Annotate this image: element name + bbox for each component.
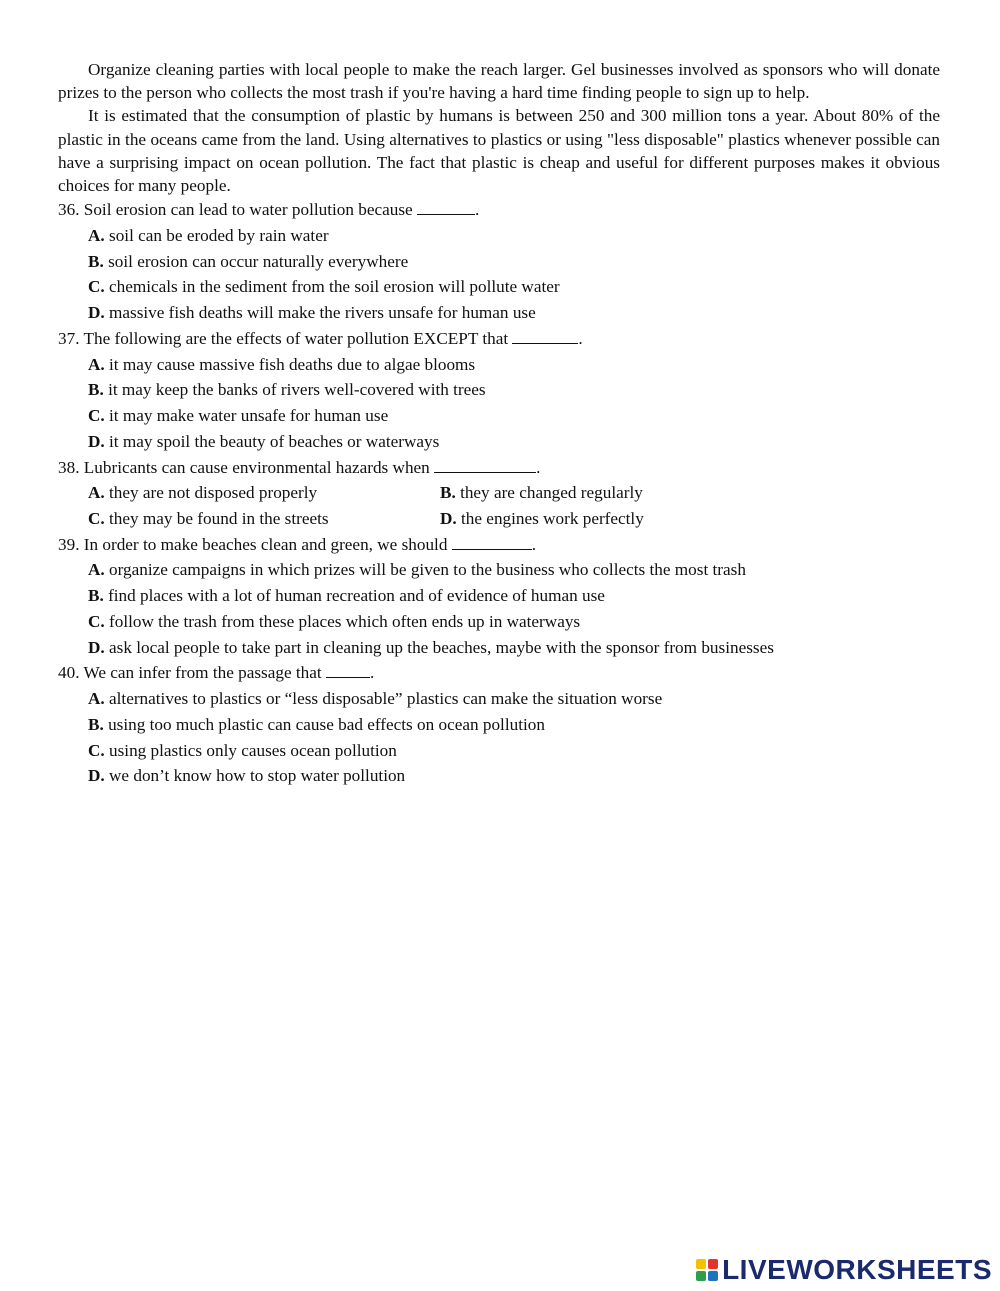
question-end: .	[536, 457, 541, 477]
passage-paragraph-1: Organize cleaning parties with local people to make the reach larger. Gel businesses involved as sponsors who will donate prizes to the person who collects the most trash if you're having a hard time finding people to sign up to help.	[58, 60, 940, 103]
question-end: .	[531, 534, 537, 554]
option-letter: D.	[88, 637, 105, 657]
option-b[interactable]	[440, 480, 792, 506]
option-a[interactable]	[58, 557, 940, 583]
option-text: using plastics only causes ocean pollution	[109, 740, 397, 760]
answer-blank[interactable]	[417, 199, 475, 215]
option-letter: A.	[88, 354, 105, 374]
option-text: the engines work perfectly	[461, 508, 644, 528]
logo-square	[708, 1271, 718, 1281]
option-a[interactable]	[58, 352, 940, 378]
option-text: organize campaigns in which prizes will be given to the business who collects the most trash	[109, 560, 746, 580]
question-stem: 38. Lubricants can cause environmental hazards when	[58, 457, 430, 477]
question-stem: 39. In order to make beaches clean and green, we should	[58, 534, 448, 554]
logo-square	[696, 1259, 706, 1269]
option-letter: D.	[440, 508, 457, 528]
question-end: .	[578, 329, 583, 348]
option-c[interactable]	[58, 609, 940, 635]
option-text: follow the trash from these places which often ends up in waterways	[109, 611, 581, 631]
option-a[interactable]	[88, 480, 440, 506]
logo-square	[708, 1259, 718, 1269]
option-d[interactable]	[440, 506, 792, 532]
logo-square	[696, 1271, 706, 1281]
question-36	[58, 197, 940, 326]
answer-blank[interactable]	[326, 662, 370, 678]
option-a[interactable]	[58, 223, 940, 249]
option-b[interactable]	[58, 712, 940, 738]
question-39	[58, 532, 940, 661]
option-letter: C.	[88, 611, 105, 631]
option-letter: A.	[88, 225, 105, 245]
option-text: soil can be eroded by rain water	[109, 225, 329, 245]
option-letter: B.	[88, 585, 104, 605]
question-stem: 36. Soil erosion can lead to water pollution because	[58, 200, 413, 220]
option-text: find places with a lot of human recreation and of evidence of human use	[108, 585, 605, 605]
question-38	[58, 455, 940, 532]
option-b[interactable]	[58, 249, 940, 275]
option-text: they may be found in the streets	[109, 508, 329, 528]
option-d[interactable]	[58, 635, 940, 661]
question-end: .	[369, 663, 375, 683]
option-letter: B.	[440, 483, 456, 503]
option-text: it may spoil the beauty of beaches or waterways	[109, 431, 440, 451]
logo-text: LIVEWORKSHEETS	[722, 1254, 992, 1285]
liveworksheets-logo	[696, 1255, 992, 1285]
question-40	[58, 660, 940, 789]
option-letter: A.	[88, 483, 105, 503]
option-b[interactable]	[58, 377, 940, 403]
option-c[interactable]	[58, 738, 940, 764]
option-text: it may keep the banks of rivers well-covered with trees	[108, 380, 486, 400]
option-c[interactable]	[58, 403, 940, 429]
option-letter: C.	[88, 508, 105, 528]
option-c[interactable]	[88, 506, 440, 532]
worksheet-page	[58, 58, 940, 789]
option-text: using too much plastic can cause bad effects on ocean pollution	[108, 714, 545, 734]
answer-blank[interactable]	[512, 328, 578, 344]
option-d[interactable]	[58, 429, 940, 455]
answer-blank[interactable]	[434, 457, 536, 473]
option-a[interactable]	[58, 686, 940, 712]
question-end: .	[474, 200, 480, 220]
option-letter: C.	[88, 277, 105, 297]
answer-blank[interactable]	[452, 534, 532, 550]
option-c[interactable]	[58, 274, 940, 300]
option-letter: B.	[88, 251, 104, 271]
option-d[interactable]	[58, 763, 940, 789]
option-text: alternatives to plastics or “less disposable” plastics can make the situation worse	[109, 688, 663, 708]
option-letter: D.	[88, 766, 105, 786]
logo-squares-icon	[696, 1259, 718, 1281]
option-text: chemicals in the sediment from the soil erosion will pollute water	[109, 277, 560, 297]
option-text: they are changed regularly	[460, 483, 643, 503]
option-letter: C.	[88, 406, 105, 426]
passage-paragraph-2: It is estimated that the consumption of plastic by humans is between 250 and 300 million tons a year. About 80% of the plastic in the oceans came from the land. Using alternatives to plastics or using "less disposable" plastics whenever possible can have a surprising impact on ocean pollution. The fact that plastic is cheap and useful for different purposes makes it obvious choices for many people.	[58, 106, 940, 196]
question-37	[58, 326, 940, 455]
option-letter: D.	[88, 303, 105, 323]
question-stem: 40. We can infer from the passage that	[58, 663, 322, 683]
option-letter: B.	[88, 714, 104, 734]
option-text: we don’t know how to stop water pollution	[109, 766, 406, 786]
option-letter: D.	[88, 431, 105, 451]
option-text: ask local people to take part in cleaning up the beaches, maybe with the sponsor from businesses	[109, 637, 774, 657]
option-letter: A.	[88, 688, 105, 708]
option-text: they are not disposed properly	[109, 483, 318, 503]
option-text: soil erosion can occur naturally everywhere	[108, 251, 409, 271]
option-b[interactable]	[58, 583, 940, 609]
option-text: it may make water unsafe for human use	[109, 406, 389, 426]
option-text: massive fish deaths will make the rivers unsafe for human use	[109, 303, 536, 323]
option-letter: B.	[88, 380, 104, 400]
option-text: it may cause massive fish deaths due to algae blooms	[109, 354, 476, 374]
option-letter: C.	[88, 740, 105, 760]
option-d[interactable]	[58, 300, 940, 326]
option-letter: A.	[88, 560, 105, 580]
question-stem: 37. The following are the effects of water pollution EXCEPT that	[58, 329, 509, 348]
